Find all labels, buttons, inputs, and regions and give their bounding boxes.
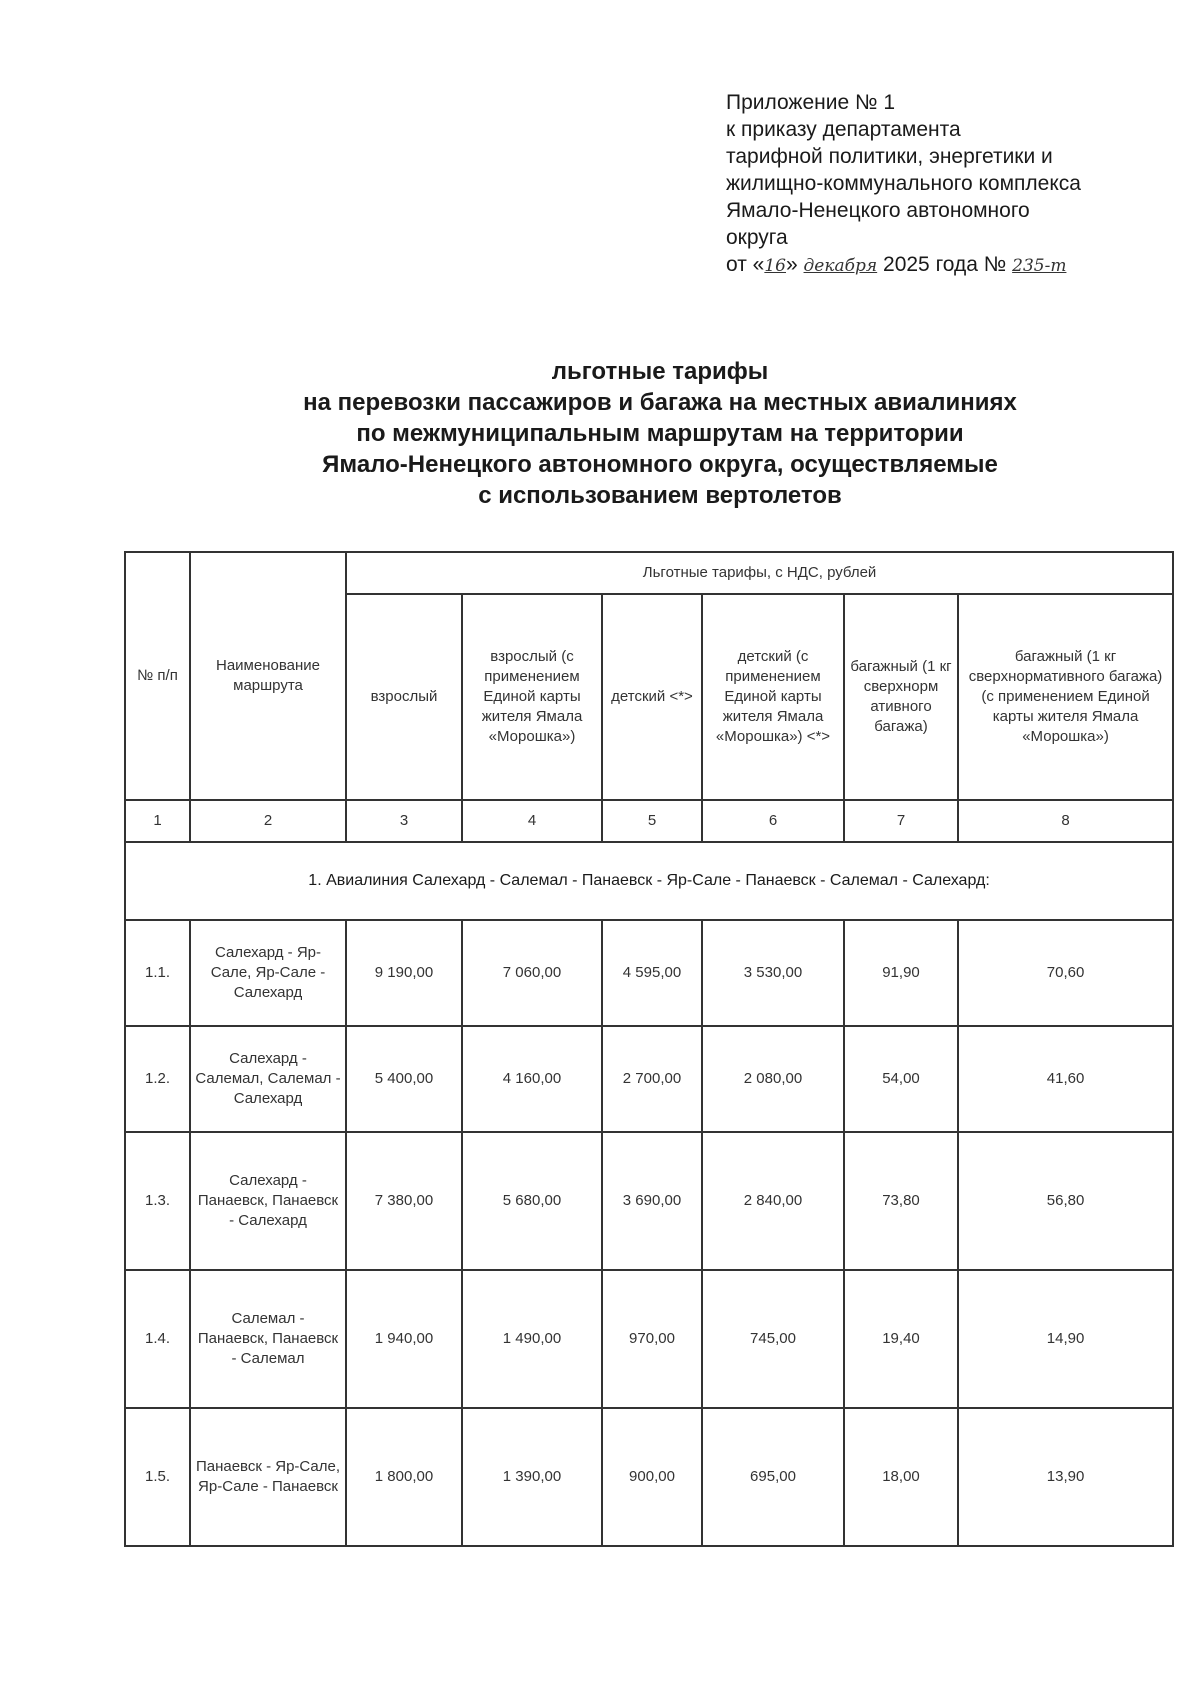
column-number-row: [125, 800, 1173, 842]
header-baggage-card: багажный (1 кг сверхнормативного багажа) (с применением Единой карты жителя Ямала «Морошка»): [958, 594, 1173, 800]
annex-line: жилищно-коммунального комплекса: [726, 172, 1081, 195]
section-row: [125, 842, 1173, 920]
row-number: 1.3.: [125, 1132, 190, 1270]
header-no: № п/п: [125, 552, 190, 800]
header-baggage: багажный (1 кг сверхнорм ативного багажа): [844, 594, 958, 800]
tariff-child: 4 595,00: [602, 920, 702, 1026]
tariff-child: 970,00: [602, 1270, 702, 1408]
header-route: Наименование маршрута: [190, 552, 346, 800]
route-name: Салехард - Салемал, Салемал - Салехард: [190, 1026, 346, 1132]
tariff-child-card: 3 530,00: [702, 920, 844, 1026]
tariff-adult-card: 1 390,00: [462, 1408, 602, 1546]
row-number: 1.1.: [125, 920, 190, 1026]
title-line: льготные тарифы: [551, 358, 769, 385]
handwritten-month: декабря: [803, 256, 878, 276]
tariff-adult-card: 5 680,00: [462, 1132, 602, 1270]
header-child-card: детский (с применением Единой карты жителя Ямала «Морошка») <*>: [702, 594, 844, 800]
route-name: Салехард - Панаевск, Панаевск - Салехард: [190, 1132, 346, 1270]
column-number: 3: [346, 800, 462, 842]
route-name: Салемал - Панаевск, Панаевск - Салемал: [190, 1270, 346, 1408]
annex-line: Ямало-Ненецкого автономного: [726, 199, 1030, 222]
title-line: по межмуниципальным маршрутам на территории: [356, 420, 964, 447]
title-line: с использованием вертолетов: [478, 482, 842, 509]
tariff-adult: 5 400,00: [346, 1026, 462, 1132]
column-number: 5: [602, 800, 702, 842]
section-title: 1. Авиалиния Салехард - Салемал - Панаевск - Яр-Сале - Панаевск - Салемал - Салехард:: [125, 842, 1173, 920]
column-number: 7: [844, 800, 958, 842]
tariff-child: 3 690,00: [602, 1132, 702, 1270]
handwritten-order-number: 235-т: [1012, 256, 1067, 276]
header-child: детский <*>: [602, 594, 702, 800]
tariff-baggage: 73,80: [844, 1132, 958, 1270]
route-name: Панаевск - Яр-Сале, Яр-Сале - Панаевск: [190, 1408, 346, 1546]
tariff-child: 900,00: [602, 1408, 702, 1546]
date-year: 2025 года №: [883, 253, 1007, 276]
table-row: [125, 1408, 1173, 1546]
column-number: 2: [190, 800, 346, 842]
annex-line: Приложение № 1: [726, 91, 896, 114]
column-number: 4: [462, 800, 602, 842]
order-date-line: [726, 251, 1166, 280]
tariff-baggage: 19,40: [844, 1270, 958, 1408]
column-number: 1: [125, 800, 190, 842]
document-title: [120, 356, 1200, 511]
tariff-baggage: 54,00: [844, 1026, 958, 1132]
table-row: [125, 1026, 1173, 1132]
tariff-baggage-card: 13,90: [958, 1408, 1173, 1546]
tariff-baggage: 18,00: [844, 1408, 958, 1546]
date-mid: »: [786, 253, 798, 276]
tariff-adult-card: 7 060,00: [462, 920, 602, 1026]
table-row: [125, 1132, 1173, 1270]
tariff-adult: 1 940,00: [346, 1270, 462, 1408]
handwritten-day: 16: [764, 256, 786, 276]
annex-header: [726, 89, 1166, 280]
annex-line: округа: [726, 226, 788, 249]
tariff-baggage-card: 56,80: [958, 1132, 1173, 1270]
title-line: на перевозки пассажиров и багажа на местных авиалиниях: [303, 389, 1017, 416]
tariff-child-card: 695,00: [702, 1408, 844, 1546]
title-line: Ямало-Ненецкого автономного округа, осуществляемые: [322, 451, 998, 478]
tariff-table: [124, 551, 1174, 1547]
tariff-child-card: 745,00: [702, 1270, 844, 1408]
column-number: 6: [702, 800, 844, 842]
tariff-adult: 7 380,00: [346, 1132, 462, 1270]
tariff-child-card: 2 840,00: [702, 1132, 844, 1270]
route-name: Салехард - Яр-Сале, Яр-Сале - Салехард: [190, 920, 346, 1026]
column-number: 8: [958, 800, 1173, 842]
tariff-adult: 9 190,00: [346, 920, 462, 1026]
table-row: [125, 920, 1173, 1026]
annex-line: тарифной политики, энергетики и: [726, 145, 1053, 168]
tariff-baggage: 91,90: [844, 920, 958, 1026]
table-row: [125, 1270, 1173, 1408]
tariff-adult-card: 1 490,00: [462, 1270, 602, 1408]
tariff-child-card: 2 080,00: [702, 1026, 844, 1132]
tariff-baggage-card: 41,60: [958, 1026, 1173, 1132]
row-number: 1.4.: [125, 1270, 190, 1408]
date-prefix: от «: [726, 253, 765, 276]
header-adult-card: взрослый (с применением Единой карты жителя Ямала «Морошка»): [462, 594, 602, 800]
tariff-baggage-card: 70,60: [958, 920, 1173, 1026]
header-row: [125, 552, 1173, 594]
tariff-adult: 1 800,00: [346, 1408, 462, 1546]
tariff-child: 2 700,00: [602, 1026, 702, 1132]
tariff-adult-card: 4 160,00: [462, 1026, 602, 1132]
row-number: 1.2.: [125, 1026, 190, 1132]
header-adult: взрослый: [346, 594, 462, 800]
row-number: 1.5.: [125, 1408, 190, 1546]
header-group: Льготные тарифы, с НДС, рублей: [346, 552, 1173, 594]
tariff-baggage-card: 14,90: [958, 1270, 1173, 1408]
annex-line: к приказу департамента: [726, 118, 961, 141]
